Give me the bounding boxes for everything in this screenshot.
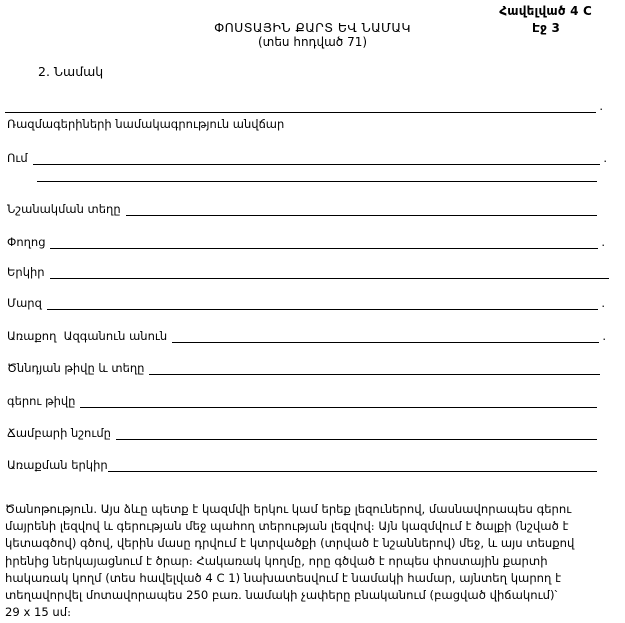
- footnote-line: իրենից ներկայացնում է ծրար։ Հակառակ կողմը, որը գծված է որպես փոստային քարտի: [5, 553, 548, 568]
- field-row-country: [7, 264, 609, 279]
- section-heading: 2. Նամակ: [38, 64, 104, 79]
- field-label-prisoner-number: գերու թիվը: [7, 394, 76, 408]
- page-title: ՓՈՍՏԱՅԻՆ ՔԱՐՏ ԵՎ ՆԱՄԱԿ: [214, 20, 411, 35]
- field-trail-to: .: [603, 151, 607, 165]
- footnote-line: 29 x 15 սմ։: [5, 605, 72, 620]
- page-number-label: Էջ 3: [531, 21, 560, 35]
- field-row-province: [7, 295, 605, 310]
- field-label-place-of-destination: Նշանակման տեղը: [7, 202, 121, 216]
- footnote-line: հակառակ կողմ (տես հավելված 4 C 1) նախատեսվում է նամակի համար, այնտեղ կարող է: [5, 570, 562, 585]
- field-label-dispatch-country: Առաքման երկիր: [7, 458, 108, 472]
- field-row-camp-name: [7, 425, 597, 440]
- field-row-to-continuation: [37, 167, 597, 182]
- field-row-birth-date-place: [7, 360, 600, 375]
- footnote-paragraph: [5, 501, 623, 621]
- field-line-camp-name: [116, 435, 597, 440]
- field-label-birth-date-place: Ծննդյան թիվը և տեղը: [7, 361, 145, 375]
- field-label-province: Մարզ: [7, 296, 42, 310]
- field-trail-province: .: [601, 296, 605, 310]
- annex-label: Հավելված 4 C: [499, 4, 592, 18]
- footnote-line: կետագծով) գծով, վերին մասը դրվում է կտրվածքի (տրված է նշաններով) մեջ, և այս տեսքով: [5, 536, 575, 551]
- footnote-line: մայրենի լեզվով և գերության մեջ պահող տերության լեզվով։ Այն կազմվում է ծալքի (նշված է: [5, 519, 569, 534]
- field-line-birth-date-place: [149, 370, 600, 375]
- footnote-line: Ծանոթություն. Այս ձևը պետք է կազմվի երկու կամ երեք լեզուներով, մասնավորապես գերու: [5, 502, 572, 516]
- field-trail-sender-name: .: [602, 329, 606, 343]
- field-row-to: [7, 150, 607, 165]
- top-rule-row: [5, 98, 603, 113]
- field-label-camp-name: Ճամբարի նշումը: [7, 426, 111, 440]
- field-row-dispatch-country: [7, 457, 597, 472]
- field-line-country: [50, 274, 609, 279]
- field-row-street: [7, 234, 605, 249]
- field-line-to-continuation: [37, 177, 597, 182]
- page-subtitle: (տես հոդված 71): [257, 35, 368, 49]
- field-row-place-of-destination: [7, 201, 597, 216]
- top-rule-line: [5, 108, 596, 113]
- field-row-sender-name: [7, 328, 606, 343]
- field-label-sender-name: Առաքող Ազգանուն անուն: [7, 329, 168, 343]
- field-line-sender-name: [172, 338, 599, 343]
- field-line-province: [47, 305, 598, 310]
- field-label-street: Փողոց: [7, 235, 46, 249]
- free-postage-note: Ռազմագերիների նամակագրություն անվճար: [7, 117, 285, 131]
- field-trail-street: .: [601, 235, 605, 249]
- field-label-to: Ում: [7, 151, 28, 165]
- field-row-prisoner-number: [7, 393, 597, 408]
- field-label-country: Երկիր: [7, 265, 45, 279]
- top-rule-period: .: [599, 99, 603, 113]
- footnote-line: տեղավորվել մոտավորապես 250 բառ. նամակի չափերը բնականում (բացված վիճակում)՝: [5, 588, 558, 603]
- field-line-prisoner-number: [80, 403, 597, 408]
- field-line-to: [33, 160, 601, 165]
- field-line-dispatch-country: [108, 467, 597, 472]
- field-line-place-of-destination: [126, 211, 597, 216]
- field-line-street: [50, 244, 598, 249]
